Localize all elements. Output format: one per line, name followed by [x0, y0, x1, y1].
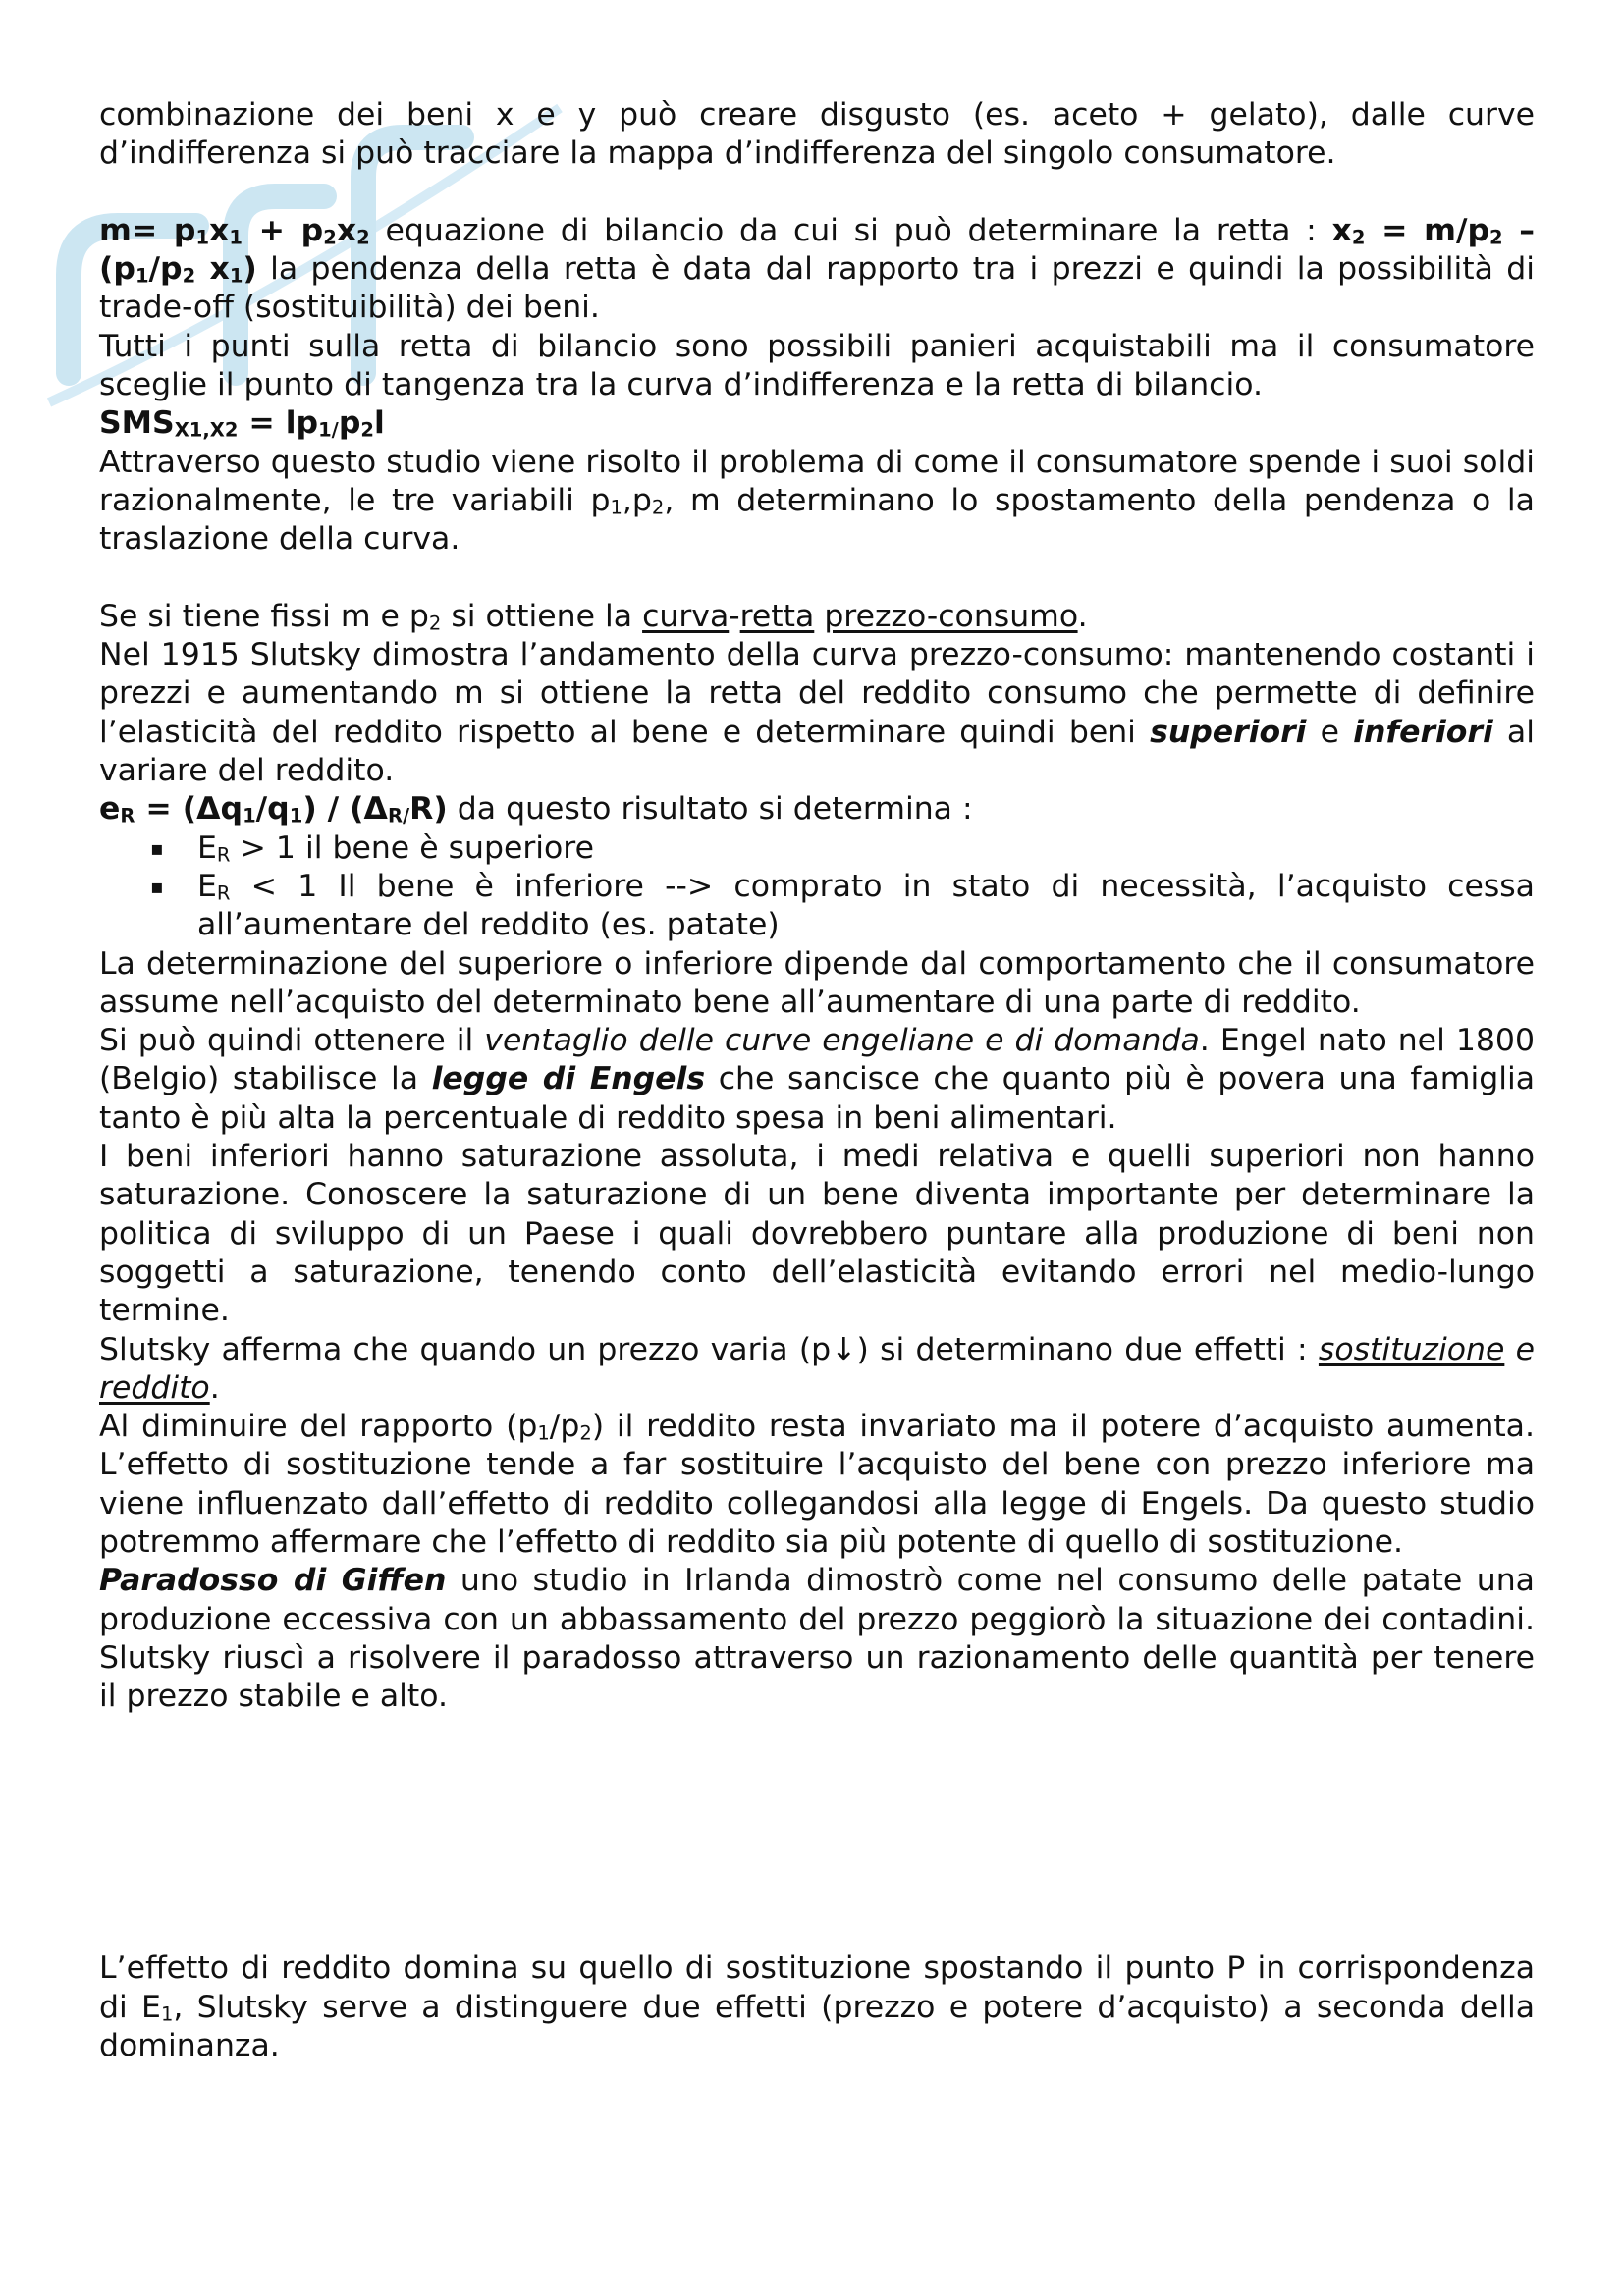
paragraph-rational-spending: Attraverso questo studio viene risolto il problema di come il consumatore spende i suoi soldi razionalmente, le tre variabili $p_1,p_2$, m determinano lo spostamento della pendenza o la traslazione della curva.: [99, 444, 1535, 558]
paragraph-income-effect: L’effetto di reddito domina su quello di sostituzione spostando il punto P in corrispondenza di $E_1$, Slutsky serve a distinguere due effetti (prezzo e potere d’acquisto) a seconda della dominanza.: [99, 1950, 1536, 2064]
paragraph-gap: [99, 560, 1535, 598]
paragraph-slutsky-effects: Slutsky afferma che quando un prezzo varia (p↓) si determinano due effetti : sostituzione e reddito.: [99, 1331, 1535, 1406]
paragraph-determination: La determinazione del superiore o inferiore dipende dal comportamento che il consumatore assume nell’acquisto del determinato bene all’aumentare di una parte di reddito.: [99, 945, 1535, 1020]
paragraph-budget-equation: $m= p_1x_1 + p_2x_2$ equazione di bilancio da cui si può determinare la retta : $x_2 = m/p_2 - (p_1/p_2$ $x_1$) la pendenza della retta è data dal rapporto tra i prezzi e quindi la possibilità di trade-off (sostituibilità) dei beni.: [99, 212, 1536, 326]
paragraph-giffen: Paradosso di Giffen uno studio in Irlanda dimostrò come nel consumo delle patate una produzione eccessiva con un abbassamento del prezzo peggiorò la situazione dei contadini. Slutsky riuscì a risolvere il paradosso attraverso un razionamento delle quantità per tenere il prezzo stabile e alto.: [99, 1563, 1535, 1715]
list-item: ▪ $E_R < 1$ Il bene è inferiore --> comprato in stato di necessità, l’acquisto cessa all’aumentare del reddito (es. patate): [150, 868, 1535, 943]
bullet-square-icon: ▪: [150, 835, 164, 860]
budget-equation: $m= p_1x_1 + p_2x_2$: [99, 212, 370, 249]
bullet-square-icon: ▪: [150, 874, 164, 898]
paragraph-budget-points: Tutti i punti sulla retta di bilancio sono possibili panieri acquistabili ma il consumatore sceglie il punto di tangenza tra la curva d’indifferenza e la retta di bilancio.: [99, 328, 1535, 403]
formula-income-elasticity: $e_R = (\Delta q_1/q_1) / (\Delta_{R/}R)$ da questo risultato si determina :: [99, 791, 973, 828]
budget-line-formula: $x_2 = m/p_2 - (p_1/p_2$ $x_1$): [99, 212, 1536, 288]
paragraph-price-ratio: Al diminuire del rapporto $(p_1/p_2)$ il reddito resta invariato ma il potere d’acquisto aumenta. L’effetto di sostituzione tende a far sostituire l’acquisto del bene con prezzo inferiore ma viene influenzato dall’effetto di reddito collegandosi alla legge di Engels. Da questo studio potremmo affermare che l’effetto di reddito sia più potente di quello di sostituzione.: [99, 1409, 1535, 1560]
paragraph-indifference-map: combinazione dei beni x e y può creare disgusto (es. aceto + gelato), dalle curve d’indifferenza si può tracciare la mappa d’indifferenza del singolo consumatore.: [99, 97, 1535, 172]
paragraph-price-consumption: Se si tiene fissi m e $p_2$ si ottiene la curva-retta prezzo-consumo.: [99, 598, 1088, 635]
list-item: ▪ $E_R > 1$ il bene è superiore: [150, 829, 594, 867]
document-page: [99, 96, 1535, 2065]
elasticity-list: [99, 829, 1535, 945]
paragraph-slutsky-1915: Nel 1915 Slutsky dimostra l’andamento della curva prezzo-consumo: mantenendo costanti i prezzi e aumentando m si ottiene la retta del reddito consumo che permette di definire l’elasticità del reddito rispetto al bene e determinare quindi beni superiori e inferiori al variare del reddito.: [99, 637, 1535, 789]
paragraph-saturation: I beni inferiori hanno saturazione assoluta, i medi relativa e quelli superiori non hanno saturazione. Conoscere la saturazione di un bene diventa importante per determinare la politica di sviluppo di un Paese i quali dovrebbero puntare alla produzione di beni non soggetti a saturazione, tenendo conto dell’elasticità evitando errori nel medio-lungo termine.: [99, 1139, 1535, 1329]
formula-sms: $SMS_{X1,X2} = lp_{1/}p_2l$: [99, 405, 385, 442]
paragraph-gap: [99, 174, 1535, 212]
paragraph-engel: Si può quindi ottenere il ventaglio delle curve engeliane e di domanda. Engel nato nel 1800 (Belgio) stabilisce la legge di Engels che sancisce che quanto più è povera una famiglia tanto è più alta la percentuale di reddito spesa in beni alimentari.: [99, 1023, 1536, 1136]
section-spacer: [99, 1716, 1535, 1949]
